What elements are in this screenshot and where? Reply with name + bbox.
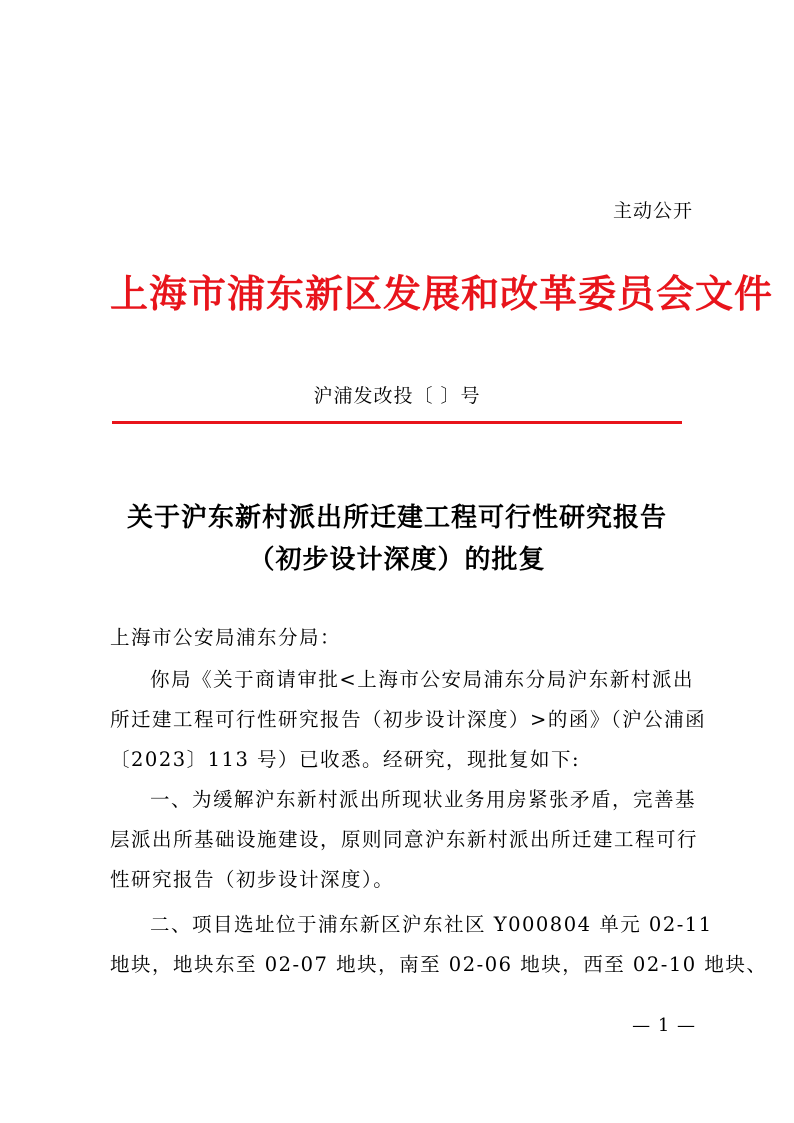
body-line-6: 性研究报告（初步设计深度）。 — [110, 868, 395, 891]
red-divider-line — [112, 421, 682, 424]
document-number: 沪浦发改投〔 〕号 — [313, 385, 481, 407]
page-number: — 1 — — [632, 1015, 696, 1036]
body-line-7: 二、项目选址位于浦东新区沪东社区 Y000804 单元 02-11 — [150, 913, 713, 936]
document-title-line-2: （初步设计深度）的批复 — [248, 545, 546, 575]
body-line-1: 你局《关于商请审批<上海市公安局浦东分局沪东新村派出 — [150, 668, 694, 691]
disclosure-label: 主动公开 — [612, 200, 693, 222]
body-line-2: 所迁建工程可行性研究报告（初步设计深度）>的函》（沪公浦函 — [110, 708, 707, 731]
body-line-5: 层派出所基础设施建设，原则同意沪东新村派出所迁建工程可行 — [110, 828, 699, 851]
body-line-4: 一、为缓解沪东新村派出所现状业务用房紧张矛盾，完善基 — [150, 788, 697, 811]
document-title-line-1: 关于沪东新村派出所迁建工程可行性研究报告 — [126, 503, 667, 533]
issuer-header: 上海市浦东新区发展和改革委员会文件 — [110, 271, 774, 316]
addressee: 上海市公安局浦东分局： — [110, 626, 342, 649]
body-line-8: 地块，地块东至 02-07 地块，南至 02-06 地块，西至 02-10 地块、 — [110, 953, 768, 976]
body-line-3: 〔2023〕113 号）已收悉。经研究，现批复如下: — [110, 748, 581, 771]
